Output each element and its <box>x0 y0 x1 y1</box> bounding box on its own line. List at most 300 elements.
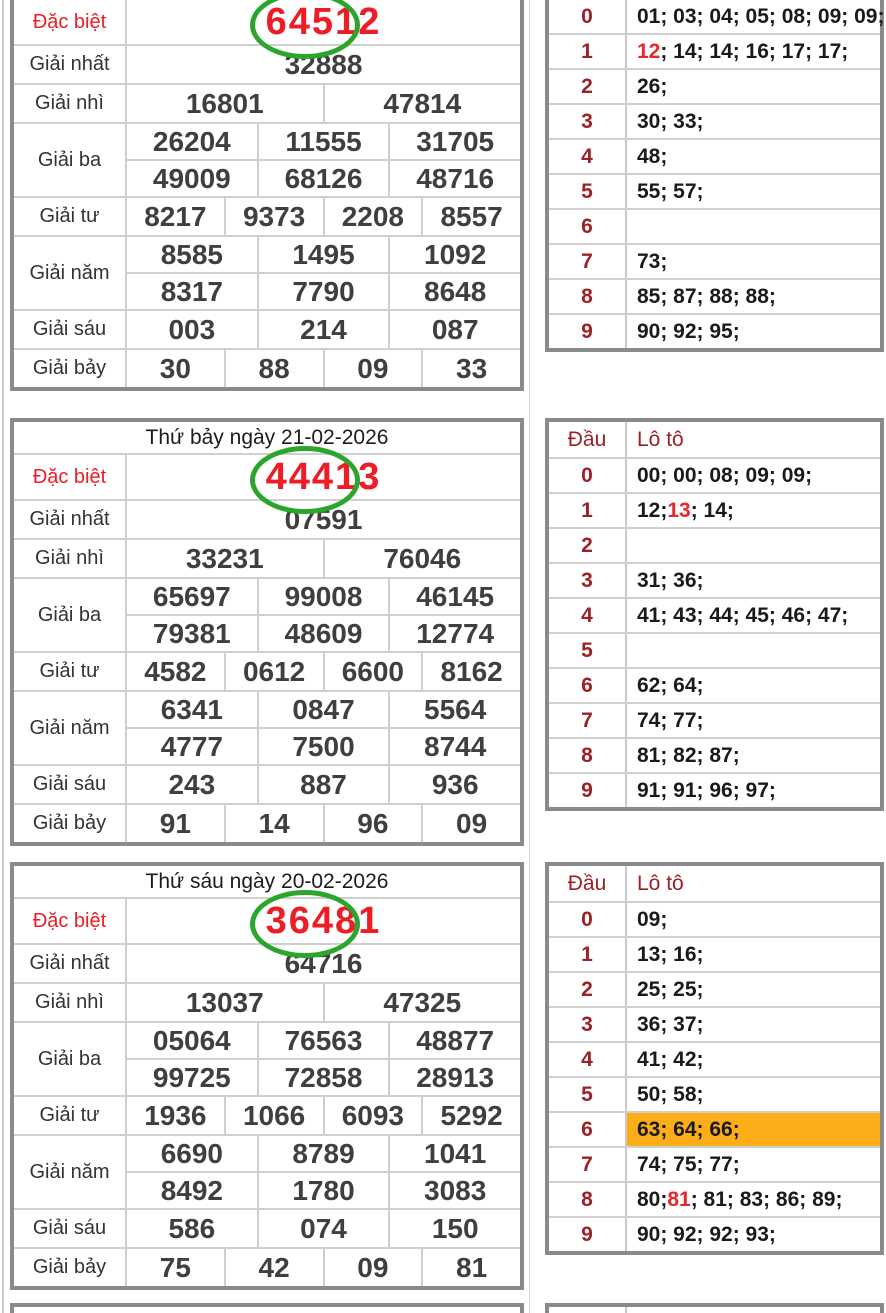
prize-label: Giải sáu <box>14 766 127 803</box>
prize-value: 48609 <box>257 616 389 651</box>
prize-row <box>14 309 520 348</box>
prize-value: 1066 <box>224 1097 323 1134</box>
prize-subrow <box>127 1210 520 1247</box>
loto-values-cell <box>627 634 880 667</box>
prize-subrow <box>127 124 520 159</box>
prize-subrow <box>127 540 520 577</box>
prize-subrow <box>127 85 520 122</box>
prize-value: 1780 <box>257 1173 389 1208</box>
loto-row <box>549 1146 880 1181</box>
prize-value: 28913 <box>388 1060 520 1095</box>
loto-digit-cell: 3 <box>549 564 627 597</box>
special-prize-value: 36481 <box>266 902 382 940</box>
loto-row <box>549 278 880 313</box>
loto-digit-cell: 3 <box>549 105 627 138</box>
prize-row <box>14 122 520 196</box>
prize-value: 8162 <box>421 653 520 690</box>
loto-numbers: 13; 16; <box>637 942 704 966</box>
special-prize-cell <box>127 0 520 44</box>
prize-value: 6690 <box>160 1137 223 1169</box>
loto-header-digit-label <box>549 1307 627 1313</box>
loto-values-cell <box>627 599 880 632</box>
loto-header-row <box>549 866 880 901</box>
loto-digit-cell: 1 <box>549 35 627 68</box>
prize-label: Giải bảy <box>14 805 127 842</box>
special-prize-cell <box>127 455 520 499</box>
prize-value: 75 <box>159 1251 191 1283</box>
prize-value: 47814 <box>323 85 521 122</box>
loto-number-red: 13 <box>667 498 691 522</box>
prize-label: Giải ba <box>14 1023 127 1095</box>
prize-values <box>127 984 520 1021</box>
prize-subrow <box>127 899 520 943</box>
prize-values <box>127 124 520 196</box>
loto-numbers: 91; 91; 96; 97; <box>637 778 776 802</box>
prize-values <box>127 945 520 982</box>
prize-value: 09 <box>323 1249 422 1286</box>
prize-subrow <box>127 945 520 982</box>
loto-header-row <box>549 422 880 457</box>
loto-header-label: Lô tô <box>637 427 684 451</box>
loto-numbers: 41; 42; <box>637 1047 704 1071</box>
prize-value: 48716 <box>388 161 520 196</box>
loto-numbers: 90; 92; 92; 93; <box>637 1222 776 1246</box>
loto-digit-cell: 2 <box>549 70 627 103</box>
loto-digit-cell: 7 <box>549 245 627 278</box>
special-prize-value: 64512 <box>266 3 382 41</box>
loto-row <box>549 1111 880 1146</box>
prize-value: 7500 <box>257 729 389 764</box>
loto-digit-cell: 8 <box>549 1183 627 1216</box>
prize-value: 09 <box>421 805 520 842</box>
loto-digit-cell: 6 <box>549 210 627 243</box>
prize-values <box>127 540 520 577</box>
prize-row <box>14 982 520 1021</box>
loto-values-cell <box>627 175 880 208</box>
loto-digit-cell: 4 <box>549 1043 627 1076</box>
loto-numbers: 55; 57; <box>637 179 704 203</box>
loto-row <box>549 68 880 103</box>
prize-value: 5292 <box>421 1097 520 1134</box>
loto-values-cell <box>627 315 880 348</box>
prize-values <box>127 350 520 387</box>
prize-value: 7790 <box>257 274 389 309</box>
loto-row <box>549 936 880 971</box>
prize-label: Giải nhì <box>14 85 127 122</box>
prize-row <box>14 651 520 690</box>
loto-values-cell <box>627 774 880 807</box>
next-loto-table-stub <box>545 1303 884 1313</box>
loto-numbers: 63; 64; 66; <box>637 1117 740 1141</box>
prize-subrow <box>127 455 520 499</box>
loto-row <box>549 971 880 1006</box>
prize-value: 05064 <box>152 1024 231 1056</box>
loto-row <box>549 1041 880 1076</box>
loto-digit-cell: 0 <box>549 459 627 492</box>
loto-row <box>549 492 880 527</box>
prize-values <box>127 237 520 309</box>
loto-values-cell <box>627 0 884 33</box>
loto-digit-cell: 4 <box>549 140 627 173</box>
prize-row <box>14 690 520 764</box>
loto-numbers: 85; 87; 88; 88; <box>637 284 776 308</box>
prize-values <box>127 1097 520 1134</box>
prize-value: 79381 <box>152 617 231 649</box>
prize-value: 6600 <box>323 653 422 690</box>
loto-digit-cell: 8 <box>549 739 627 772</box>
prize-value: 76563 <box>257 1023 389 1058</box>
prize-value: 48877 <box>388 1023 520 1058</box>
prize-value: 887 <box>257 766 389 803</box>
loto-values-cell <box>627 245 880 278</box>
loto-numbers: 31; 36; <box>637 568 704 592</box>
loto-row <box>549 1216 880 1251</box>
prize-subrow <box>127 805 520 842</box>
page-left-border-line <box>2 0 4 1313</box>
prize-subrow <box>127 46 520 83</box>
loto-digit-cell: 0 <box>549 903 627 936</box>
loto-row <box>549 457 880 492</box>
loto-numbers: 90; 92; 95; <box>637 319 740 343</box>
loto-row <box>549 0 885 33</box>
prize-value: 96 <box>323 805 422 842</box>
prize-value: 5564 <box>388 692 520 727</box>
loto-numbers: ; 14; 14; 16; 17; 17; <box>660 39 849 63</box>
loto-header-label: Lô tô <box>637 871 684 895</box>
prize-value: 13037 <box>185 986 264 1018</box>
prize-values <box>127 653 520 690</box>
loto-numbers: 09; <box>637 907 668 931</box>
prize-row <box>14 1134 520 1208</box>
loto-numbers: 25; 25; <box>637 977 704 1001</box>
prize-value: 99725 <box>152 1061 231 1093</box>
prize-value: 074 <box>257 1210 389 1247</box>
loto-values-cell <box>627 1218 880 1251</box>
prize-value: 243 <box>168 768 216 800</box>
prize-value: 8648 <box>388 274 520 309</box>
prize-row <box>14 1021 520 1095</box>
prize-values <box>127 46 520 83</box>
prize-value: 76046 <box>323 540 521 577</box>
prize-subrow <box>127 1249 520 1286</box>
prize-value: 33231 <box>185 542 264 574</box>
prize-row <box>14 943 520 982</box>
prize-values <box>127 899 520 943</box>
prize-value: 47325 <box>323 984 521 1021</box>
prize-values <box>127 85 520 122</box>
loto-digit-cell: 1 <box>549 494 627 527</box>
prize-label: Giải tư <box>14 1097 127 1134</box>
prize-row <box>14 764 520 803</box>
loto-digit-cell: 7 <box>549 1148 627 1181</box>
loto-numbers: 12; <box>637 498 668 522</box>
loto-row <box>549 667 880 702</box>
prize-label: Giải tư <box>14 198 127 235</box>
prize-value: 1092 <box>388 237 520 272</box>
prize-value: 0847 <box>257 692 389 727</box>
prize-label: Giải tư <box>14 653 127 690</box>
prize-value: 16801 <box>185 87 264 119</box>
lottery-results-table <box>10 0 524 391</box>
loto-values-cell <box>627 1113 880 1146</box>
prize-subrow <box>127 159 520 196</box>
prize-label: Giải nhất <box>14 501 127 538</box>
prize-value: 6341 <box>160 693 223 725</box>
prize-value: 99008 <box>257 579 389 614</box>
prize-subrow <box>127 272 520 309</box>
loto-values-cell <box>627 1078 880 1111</box>
loto-numbers: 00; 00; 08; 09; 09; <box>637 463 813 487</box>
loto-numbers: 73; <box>637 249 668 273</box>
prize-value: 81 <box>421 1249 520 1286</box>
prize-values <box>127 455 520 499</box>
prize-label: Giải ba <box>14 579 127 651</box>
loto-values-cell <box>627 1183 880 1216</box>
prize-row <box>14 453 520 499</box>
prize-row <box>14 1247 520 1286</box>
loto-numbers: 26; <box>637 74 668 98</box>
loto-values-cell <box>627 938 880 971</box>
loto-header-digit-label: Đầu <box>549 866 627 901</box>
prize-values <box>127 766 520 803</box>
prize-value: 72858 <box>257 1060 389 1095</box>
prize-value: 09 <box>323 350 422 387</box>
loto-values-cell <box>627 105 880 138</box>
prize-value: 8585 <box>160 238 223 270</box>
prize-label: Giải năm <box>14 692 127 764</box>
loto-table <box>545 418 884 811</box>
loto-row <box>549 527 880 562</box>
loto-values-cell <box>627 564 880 597</box>
prize-value: 1936 <box>144 1099 207 1131</box>
prize-value: 214 <box>257 311 389 348</box>
loto-table <box>545 862 884 1255</box>
loto-row <box>549 103 880 138</box>
prize-label: Giải năm <box>14 237 127 309</box>
prize-subrow <box>127 1171 520 1208</box>
loto-digit-cell: 6 <box>549 1113 627 1146</box>
prize-label: Giải nhất <box>14 945 127 982</box>
prize-value: 11555 <box>257 124 389 159</box>
lottery-results-table <box>10 418 524 846</box>
prize-value: 65697 <box>152 580 231 612</box>
loto-row <box>549 138 880 173</box>
prize-subrow <box>127 1136 520 1171</box>
loto-digit-cell: 5 <box>549 1078 627 1111</box>
loto-table <box>545 0 884 352</box>
prize-value: 91 <box>159 807 191 839</box>
loto-row <box>549 901 880 936</box>
prize-value: 4777 <box>160 730 223 762</box>
loto-row <box>549 1181 880 1216</box>
loto-values-cell <box>627 529 880 562</box>
loto-numbers: 30; 33; <box>637 109 704 133</box>
prize-value: 8744 <box>388 729 520 764</box>
prize-row <box>14 44 520 83</box>
prize-value: 46145 <box>388 579 520 614</box>
loto-row <box>549 772 880 807</box>
prize-value: 8557 <box>421 198 520 235</box>
loto-header-label <box>627 1307 880 1313</box>
loto-row <box>549 208 880 243</box>
loto-row <box>549 313 880 348</box>
prize-value: 68126 <box>257 161 389 196</box>
loto-values-cell <box>627 70 880 103</box>
prize-label: Đặc biệt <box>14 0 127 44</box>
prize-value: 12774 <box>388 616 520 651</box>
prize-value: 64716 <box>284 947 363 979</box>
prize-values <box>127 1210 520 1247</box>
prize-value: 31705 <box>388 124 520 159</box>
prize-value: 150 <box>388 1210 520 1247</box>
prize-value: 8217 <box>144 200 207 232</box>
prize-subrow <box>127 653 520 690</box>
loto-values-cell <box>627 704 880 737</box>
prize-subrow <box>127 579 520 614</box>
prize-row <box>14 897 520 943</box>
loto-numbers: 62; 64; <box>637 673 704 697</box>
loto-numbers: 80; <box>637 1187 668 1211</box>
loto-row <box>549 702 880 737</box>
loto-numbers: 01; 03; 04; 05; 08; 09; 09; <box>637 4 885 28</box>
loto-number-red: 12 <box>637 39 661 63</box>
prize-values <box>127 1136 520 1208</box>
prize-row <box>14 196 520 235</box>
prize-subrow <box>127 237 520 272</box>
prize-label: Giải nhì <box>14 984 127 1021</box>
loto-digit-cell: 2 <box>549 529 627 562</box>
prize-subrow <box>127 311 520 348</box>
prize-values <box>127 1249 520 1286</box>
loto-values-cell <box>627 669 880 702</box>
loto-numbers: ; 14; <box>690 498 734 522</box>
loto-numbers: 48; <box>637 144 668 168</box>
prize-value: 88 <box>224 350 323 387</box>
loto-values-cell <box>627 1008 880 1041</box>
loto-values-cell <box>627 280 880 313</box>
prize-values <box>127 501 520 538</box>
loto-values-cell <box>627 459 880 492</box>
loto-values-cell <box>627 903 880 936</box>
column-divider-line <box>529 0 530 1313</box>
prize-values <box>127 579 520 651</box>
prize-label: Giải nhất <box>14 46 127 83</box>
prize-value: 003 <box>168 313 216 345</box>
loto-digit-cell: 1 <box>549 938 627 971</box>
prize-values <box>127 692 520 764</box>
prize-subrow <box>127 1097 520 1134</box>
prize-subrow <box>127 0 520 44</box>
prize-subrow <box>127 1058 520 1095</box>
prize-value: 1495 <box>257 237 389 272</box>
prize-row <box>14 0 520 44</box>
loto-digit-cell: 9 <box>549 774 627 807</box>
prize-value: 087 <box>388 311 520 348</box>
loto-digit-cell: 0 <box>549 0 627 33</box>
prize-value: 1041 <box>388 1136 520 1171</box>
prize-value: 9373 <box>224 198 323 235</box>
prize-value: 07591 <box>284 503 363 535</box>
loto-numbers: 50; 58; <box>637 1082 704 1106</box>
loto-values-cell <box>627 739 880 772</box>
prize-value: 14 <box>224 805 323 842</box>
prize-subrow <box>127 1023 520 1058</box>
loto-header-digit-label: Đầu <box>549 422 627 457</box>
prize-label: Giải bảy <box>14 1249 127 1286</box>
loto-digit-cell: 3 <box>549 1008 627 1041</box>
prize-subrow <box>127 614 520 651</box>
prize-value: 8492 <box>160 1174 223 1206</box>
prize-row <box>14 83 520 122</box>
loto-values-cell <box>627 35 880 68</box>
loto-numbers: 81; 82; 87; <box>637 743 740 767</box>
prize-label: Giải nhì <box>14 540 127 577</box>
loto-row <box>549 737 880 772</box>
loto-numbers: 41; 43; 44; 45; 46; 47; <box>637 603 849 627</box>
special-prize-cell <box>127 899 520 943</box>
loto-row <box>549 1076 880 1111</box>
loto-numbers: 36; 37; <box>637 1012 704 1036</box>
loto-digit-cell: 6 <box>549 669 627 702</box>
prize-values <box>127 1023 520 1095</box>
loto-numbers: ; 81; 83; 86; 89; <box>690 1187 843 1211</box>
loto-values-cell <box>627 973 880 1006</box>
loto-row <box>549 243 880 278</box>
prize-row <box>14 235 520 309</box>
prize-label: Đặc biệt <box>14 899 127 943</box>
prize-label: Giải ba <box>14 124 127 196</box>
loto-digit-cell: 5 <box>549 175 627 208</box>
prize-value: 30 <box>159 352 191 384</box>
prize-subrow <box>127 198 520 235</box>
prize-value: 3083 <box>388 1173 520 1208</box>
loto-digit-cell: 4 <box>549 599 627 632</box>
prize-value: 4582 <box>144 655 207 687</box>
prize-subrow <box>127 766 520 803</box>
date-header: Thứ sáu ngày 20-02-2026 <box>145 869 389 893</box>
prize-value: 33 <box>421 350 520 387</box>
prize-values <box>127 0 520 44</box>
loto-digit-cell: 8 <box>549 280 627 313</box>
prize-values <box>127 311 520 348</box>
prize-value: 936 <box>388 766 520 803</box>
loto-values-cell <box>627 494 880 527</box>
prize-row <box>14 348 520 387</box>
lottery-results-table <box>10 862 524 1290</box>
loto-row <box>549 33 880 68</box>
prize-row <box>14 538 520 577</box>
loto-values-cell <box>627 140 880 173</box>
prize-subrow <box>127 692 520 727</box>
date-header: Thứ bảy ngày 21-02-2026 <box>145 425 389 449</box>
prize-row <box>14 1208 520 1247</box>
prize-label: Đặc biệt <box>14 455 127 499</box>
loto-row <box>549 597 880 632</box>
prize-values <box>127 805 520 842</box>
prize-row <box>14 499 520 538</box>
loto-number-red: 81 <box>667 1187 691 1211</box>
prize-subrow <box>127 501 520 538</box>
prize-subrow <box>127 984 520 1021</box>
prize-row <box>14 1095 520 1134</box>
next-lottery-table-stub <box>10 1303 524 1313</box>
prize-subrow <box>127 727 520 764</box>
loto-digit-cell: 7 <box>549 704 627 737</box>
loto-row <box>549 632 880 667</box>
loto-numbers: 74; 75; 77; <box>637 1152 740 1176</box>
prize-value: 32888 <box>284 48 363 80</box>
prize-label: Giải sáu <box>14 311 127 348</box>
